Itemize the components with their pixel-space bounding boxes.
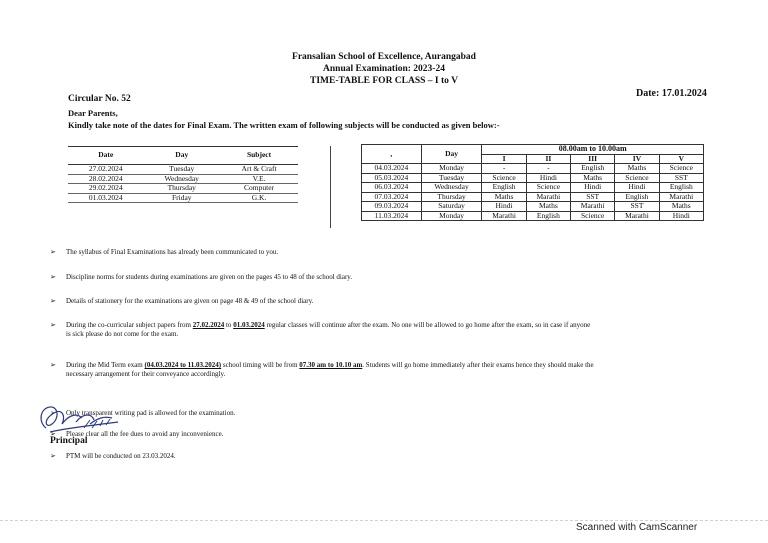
cell-subject: Marathi <box>659 192 703 202</box>
header-class-ii: II <box>526 154 570 164</box>
table-row <box>362 192 704 202</box>
table-row <box>362 202 704 212</box>
arrow-bullet-icon: ➢ <box>50 297 56 305</box>
cell-subject: English <box>659 183 703 193</box>
cell-day: Wednesday <box>143 174 220 184</box>
cell-day: Monday <box>421 211 482 221</box>
cell-subject: Hindi <box>526 173 570 183</box>
cell-subject: Hindi <box>615 183 659 193</box>
cell-subject: Marathi <box>615 211 659 221</box>
cell-day: Friday <box>143 193 220 203</box>
timetable-title: TIME-TABLE FOR CLASS – I to V <box>310 76 458 86</box>
cell-subject: Hindi <box>659 211 703 221</box>
header-date-corner: , <box>362 145 422 164</box>
arrow-bullet-icon: ➢ <box>50 273 56 281</box>
cell-date: 06.03.2024 <box>362 183 422 193</box>
arrow-bullet-icon: ➢ <box>50 321 56 329</box>
cell-date: 29.02.2024 <box>68 184 143 194</box>
cell-subject: Maths <box>615 164 659 174</box>
table-row <box>68 165 298 175</box>
cell-day: Thursday <box>143 184 220 194</box>
cell-subject: English <box>571 164 615 174</box>
header-class-iii: III <box>571 154 615 164</box>
header-class-v: V <box>659 154 703 164</box>
list-item: ➢ Please clear all the fee dues to avoid any inconvenience. <box>50 430 224 438</box>
cell-subject: - <box>526 164 570 174</box>
cell-date: 04.03.2024 <box>362 164 422 174</box>
cell-day: Saturday <box>421 202 482 212</box>
cell-subject: Art & Craft <box>220 165 298 175</box>
list-item: ➢ Details of stationery for the examinations are given on page 48 & 49 of the school diary. <box>50 297 314 305</box>
cell-subject: Maths <box>571 173 615 183</box>
cell-date: 09.03.2024 <box>362 202 422 212</box>
cell-subject: Maths <box>659 202 703 212</box>
header-date: Date <box>68 147 143 165</box>
cell-subject: SST <box>571 192 615 202</box>
page-edge <box>0 520 768 521</box>
cell-subject: Computer <box>220 184 298 194</box>
cell-subject: SST <box>659 173 703 183</box>
cell-subject: Science <box>526 183 570 193</box>
table-row <box>362 183 704 193</box>
cell-subject: Science <box>615 173 659 183</box>
table-row <box>68 184 298 194</box>
exam-title: Annual Examination: 2023-24 <box>323 64 445 74</box>
list-item: ➢ Only transparent writing pad is allowed for the examination. <box>50 409 236 417</box>
header-day: Day <box>421 145 482 164</box>
cell-day: Wednesday <box>421 183 482 193</box>
cell-subject: G.K. <box>220 193 298 203</box>
cell-date: 05.03.2024 <box>362 173 422 183</box>
cell-date: 27.02.2024 <box>68 165 143 175</box>
cell-subject: English <box>615 192 659 202</box>
column-divider <box>330 146 331 228</box>
arrow-bullet-icon: ➢ <box>50 430 56 438</box>
cell-subject: Maths <box>482 192 526 202</box>
cell-date: 11.03.2024 <box>362 211 422 221</box>
header-class-i: I <box>482 154 526 164</box>
header-time-slot: 08.00am to 10.00am <box>482 145 704 155</box>
arrow-bullet-icon: ➢ <box>50 452 56 460</box>
cell-date: 01.03.2024 <box>68 193 143 203</box>
table-header-row <box>362 145 704 155</box>
list-item: ➢ PTM will be conducted on 23.03.2024. <box>50 452 176 460</box>
cell-subject: Science <box>659 164 703 174</box>
arrow-bullet-icon: ➢ <box>50 409 56 417</box>
table-row <box>68 193 298 203</box>
greeting: Dear Parents, <box>68 108 118 118</box>
list-item: ➢ During the co-curricular subject papers from 27.02.2024 to 01.03.2024 regular classes will continue after the exam. No one will be allowed to go home after the exam, so in case if anyone is sick please do not come for the exam. <box>50 321 591 338</box>
table-row <box>362 211 704 221</box>
cell-day: Monday <box>421 164 482 174</box>
scanner-watermark: Scanned with CamScanner <box>576 522 698 533</box>
list-item: ➢ The syllabus of Final Examinations has already been communicated to you. <box>50 248 279 256</box>
cell-date: 07.03.2024 <box>362 192 422 202</box>
principal-label: Principal <box>50 436 88 446</box>
cell-day: Tuesday <box>421 173 482 183</box>
cell-subject: - <box>482 164 526 174</box>
header-class-iv: IV <box>615 154 659 164</box>
list-item: ➢ During the Mid Term exam (04.03.2024 to 11.03.2024) school timing will be from 07.30 am to 10.10 am. Students will go home immediately after their exams hence they should make the necessary arrangement for their conveyance accordingly. <box>50 361 594 378</box>
circular-number: Circular No. 52 <box>68 94 131 104</box>
list-item: ➢ Discipline norms for students during examinations are given on the pages 45 to 48 of the school diary. <box>50 273 353 281</box>
cell-subject: Marathi <box>571 202 615 212</box>
header-subject: Subject <box>220 147 298 165</box>
cell-subject: Hindi <box>571 183 615 193</box>
cell-subject: English <box>482 183 526 193</box>
circular-date: Date: 17.01.2024 <box>636 88 707 99</box>
cell-subject: English <box>526 211 570 221</box>
written-exam-table <box>361 144 704 221</box>
school-name: Fransalian School of Excellence, Aurangabad <box>292 52 476 62</box>
cell-subject: Hindi <box>482 202 526 212</box>
arrow-bullet-icon: ➢ <box>50 248 56 256</box>
cell-subject: V.E. <box>220 174 298 184</box>
table-row <box>362 164 704 174</box>
intro-text: Kindly take note of the dates for Final Exam. The written exam of following subjects will be conducted as given below:- <box>68 120 500 130</box>
cell-subject: Marathi <box>482 211 526 221</box>
cell-day: Thursday <box>421 192 482 202</box>
cell-subject: Science <box>571 211 615 221</box>
arrow-bullet-icon: ➢ <box>50 361 56 369</box>
cell-subject: Marathi <box>526 192 570 202</box>
cell-subject: Maths <box>526 202 570 212</box>
cell-day: Tuesday <box>143 165 220 175</box>
table-row <box>362 173 704 183</box>
table-header-row <box>68 147 298 165</box>
cell-subject: Science <box>482 173 526 183</box>
cell-date: 28.02.2024 <box>68 174 143 184</box>
header-day: Day <box>143 147 220 165</box>
cell-subject: SST <box>615 202 659 212</box>
signature-icon <box>32 398 132 438</box>
cocurricular-table <box>68 146 298 203</box>
